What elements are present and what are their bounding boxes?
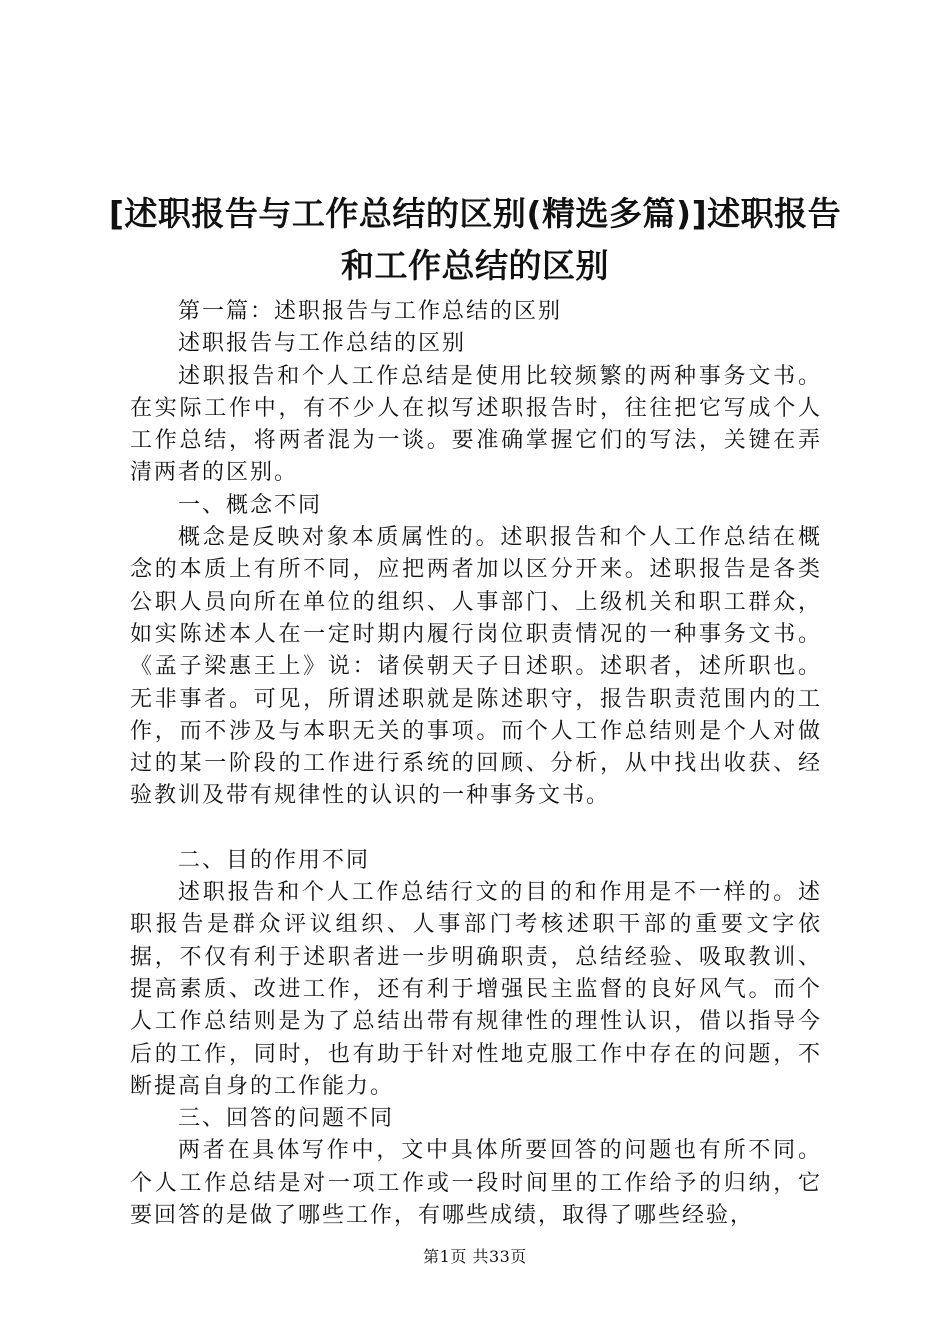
page-number-footer: 第1页 共33页 <box>423 1247 527 1266</box>
paragraph-intro: 述职报告和个人工作总结是使用比较频繁的两种事务文书。在实际工作中，有不少人在拟写述职报告时，往往把它写成个人工作总结，将两者混为一谈。要准确掌握它们的写法，关键在弄清两者的区别。 <box>130 363 822 486</box>
paragraph-concept: 概念是反映对象本质属性的。述职报告和个人工作总结在概念的本质上有所不同，应把两者加以区分开来。述职报告是各类公职人员向所在单位的组织、人事部门、上级机关和职工群众，如实陈述本人在一定时期内履行岗位职责情况的一种事务文书。《孟子梁惠王上》说：诸侯朝天子日述职。述职者，述所职也。无非事者。可见，所谓述职就是陈述职守，报告职责范围内的工作，而不涉及与本职无关的事项。而个人工作总结则是个人对做过的某一阶段的工作进行系统的回顾、分析，从中找出收获、经验教训及带有规律性的认识的一种事务文书。 <box>130 525 822 809</box>
document-body <box>130 296 822 1232</box>
paragraph-purpose: 述职报告和个人工作总结行文的目的和作用是不一样的。述职报告是群众评议组织、人事部门考核述职干部的重要文字依据，不仅有利于述职者进一步明确职责，总结经验、吸取教训、提高素质、改进工作，还有利于增强民主监督的良好风气。而个人工作总结则是为了总结出带有规律性的理性认识，借以指导今后的工作，同时，也有助于针对性地克服工作中存在的问题，不断提高自身的工作能力。 <box>130 880 822 1099</box>
section-heading-1: 一、概念不同 <box>178 492 323 518</box>
chapter-heading: 第一篇：述职报告与工作总结的区别 <box>178 299 563 324</box>
document-title: [述职报告与工作总结的区别(精选多篇)]述职报告和工作总结的区别 <box>108 194 842 285</box>
paragraph-questions: 两者在具体写作中，文中具体所要回答的问题也有所不同。个人工作总结是对一项工作或一段时间里的工作给予的归纳，它要回答的是做了哪些工作，有哪些成绩，取得了哪些经验， <box>130 1138 822 1229</box>
subtitle: 述职报告与工作总结的区别 <box>178 331 467 357</box>
paragraph-spacer <box>130 813 822 845</box>
section-heading-3: 三、回答的问题不同 <box>178 1106 395 1132</box>
section-heading-2: 二、目的作用不同 <box>178 847 371 873</box>
